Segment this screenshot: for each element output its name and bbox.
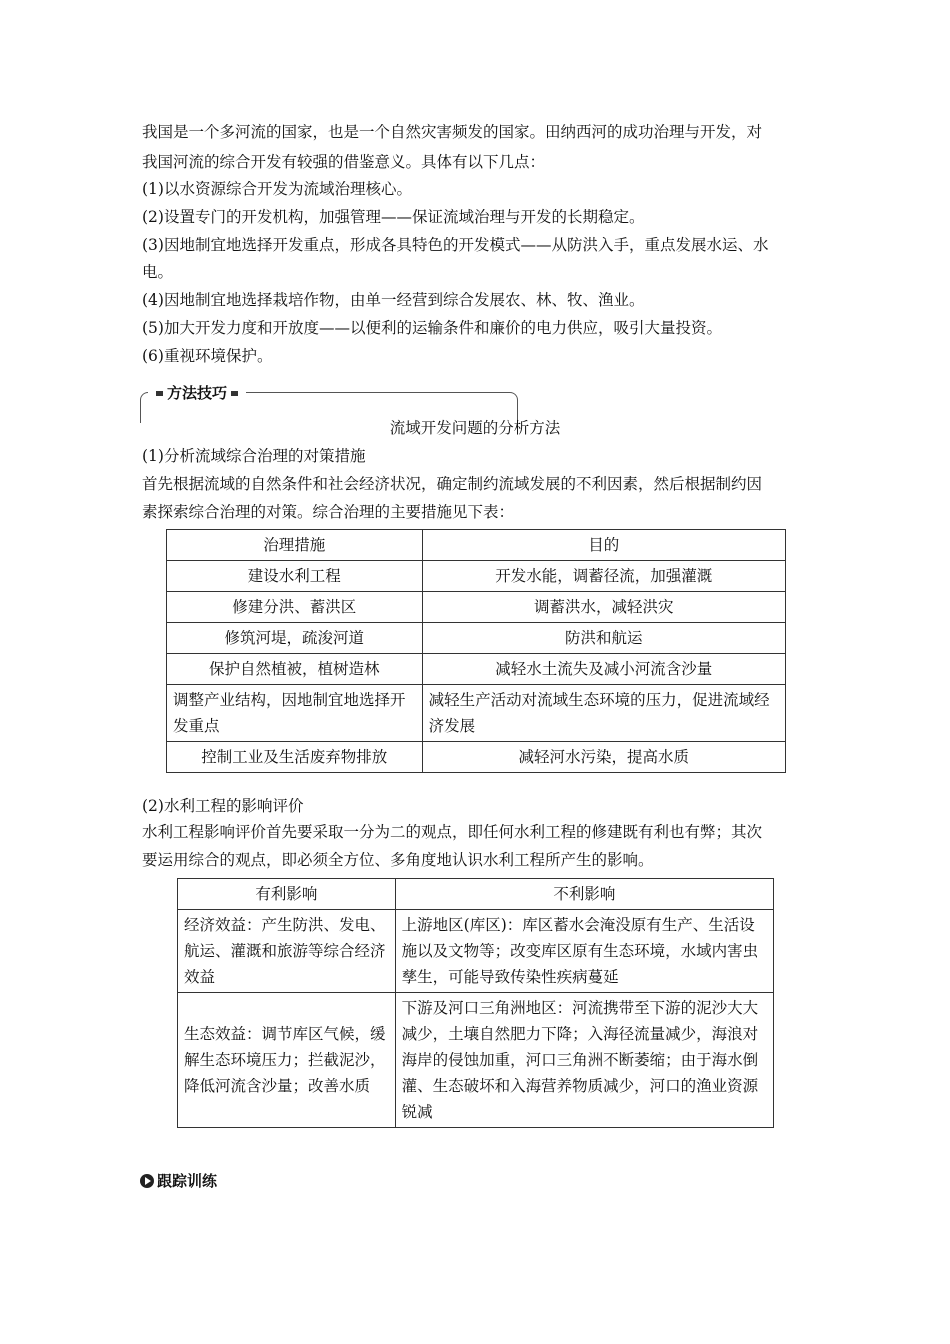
tracking-practice-heading bbox=[140, 1172, 217, 1190]
subheading-1: (1)分析流域综合治理的对策措施 bbox=[142, 447, 366, 465]
intro-line-1: 我国是一个多河流的国家，也是一个自然灾害频发的国家。田纳西河的成功治理与开发，对 bbox=[142, 123, 763, 141]
table-row bbox=[178, 910, 774, 993]
bullet-square-icon bbox=[231, 391, 238, 396]
point-1: (1)以水资源综合开发为流域治理核心。 bbox=[142, 180, 412, 198]
point-3-b: 电。 bbox=[142, 263, 174, 281]
table-header-row bbox=[178, 879, 774, 910]
table-row bbox=[167, 685, 786, 742]
table-cell: 控制工业及生活废弃物排放 bbox=[167, 742, 423, 773]
bullet-square-icon bbox=[156, 391, 163, 396]
table-header-row bbox=[167, 530, 786, 561]
table-header: 目的 bbox=[422, 530, 785, 561]
table-row bbox=[167, 592, 786, 623]
table-row bbox=[167, 561, 786, 592]
table-row bbox=[167, 623, 786, 654]
section-title bbox=[148, 385, 246, 401]
table-cell: 减轻水土流失及减小河流含沙量 bbox=[422, 654, 785, 685]
table-cell: 下游及河口三角洲地区：河流携带至下游的泥沙大大减少，土壤自然肥力下降；入海径流量减少，海浪对海岸的侵蚀加重，河口三角洲不断萎缩；由于海水倒灌、生态破坏和入海营养物质减少，河口的渔业资源锐减 bbox=[395, 993, 773, 1128]
table-cell: 经济效益：产生防洪、发电、航运、灌溉和旅游等综合经济效益 bbox=[178, 910, 396, 993]
table-cell: 调整产业结构，因地制宜地选择开发重点 bbox=[167, 685, 423, 742]
impact-table bbox=[177, 878, 774, 1128]
point-3-a: (3)因地制宜地选择开发重点，形成各具特色的开发模式——从防洪入手，重点发展水运、水 bbox=[142, 236, 769, 254]
point-4: (4)因地制宜地选择栽培作物，由单一经营到综合发展农、林、牧、渔业。 bbox=[142, 291, 645, 309]
point-5: (5)加大开发力度和开放度——以便利的运输条件和廉价的电力供应，吸引大量投资。 bbox=[142, 319, 722, 337]
table-header: 治理措施 bbox=[167, 530, 423, 561]
table-cell: 调蓄洪水，减轻洪灾 bbox=[422, 592, 785, 623]
measures-table bbox=[166, 529, 786, 773]
table-header: 有利影响 bbox=[178, 879, 396, 910]
tracking-practice-label: 跟踪训练 bbox=[157, 1172, 218, 1190]
table-row bbox=[178, 993, 774, 1128]
point-2: (2)设置专门的开发机构，加强管理——保证流域治理与开发的长期稳定。 bbox=[142, 208, 645, 226]
table-cell: 减轻河水污染，提高水质 bbox=[422, 742, 785, 773]
para-2-a: 水利工程影响评价首先要采取一分为二的观点，即任何水利工程的修建既有利也有弊；其次 bbox=[142, 823, 763, 841]
table-cell: 保护自然植被，植树造林 bbox=[167, 654, 423, 685]
table-cell: 上游地区(库区)：库区蓄水会淹没原有生产、生活设施以及文物等；改变库区原有生态环境，水域内害虫孳生，可能导致传染性疾病蔓延 bbox=[395, 910, 773, 993]
section-title-text: 方法技巧 bbox=[167, 384, 228, 402]
para-1-b: 素探索综合治理的对策。综合治理的主要措施见下表： bbox=[142, 503, 515, 521]
table-row bbox=[167, 742, 786, 773]
table-cell: 减轻生产活动对流域生态环境的压力，促进流域经济发展 bbox=[422, 685, 785, 742]
intro-line-2: 我国河流的综合开发有较强的借鉴意义。具体有以下几点： bbox=[142, 153, 546, 171]
play-circle-icon bbox=[140, 1174, 154, 1188]
table-cell: 生态效益：调节库区气候，缓解生态环境压力；拦截泥沙，降低河流含沙量；改善水质 bbox=[178, 993, 396, 1128]
subheading-2: (2)水利工程的影响评价 bbox=[142, 797, 304, 815]
method-tips-box bbox=[140, 385, 518, 407]
table-header: 不利影响 bbox=[395, 879, 773, 910]
para-2-b: 要运用综合的观点，即必须全方位、多角度地认识水利工程所产生的影响。 bbox=[142, 851, 654, 869]
section-heading: 流域开发问题的分析方法 bbox=[389, 419, 561, 437]
table-row bbox=[167, 654, 786, 685]
table-cell: 防洪和航运 bbox=[422, 623, 785, 654]
table-cell: 修筑河堤，疏浚河道 bbox=[167, 623, 423, 654]
table-cell: 修建分洪、蓄洪区 bbox=[167, 592, 423, 623]
table-cell: 建设水利工程 bbox=[167, 561, 423, 592]
point-6: (6)重视环境保护。 bbox=[142, 347, 273, 365]
para-1-a: 首先根据流域的自然条件和社会经济状况，确定制约流域发展的不利因素，然后根据制约因 bbox=[142, 475, 763, 493]
table-cell: 开发水能，调蓄径流，加强灌溉 bbox=[422, 561, 785, 592]
